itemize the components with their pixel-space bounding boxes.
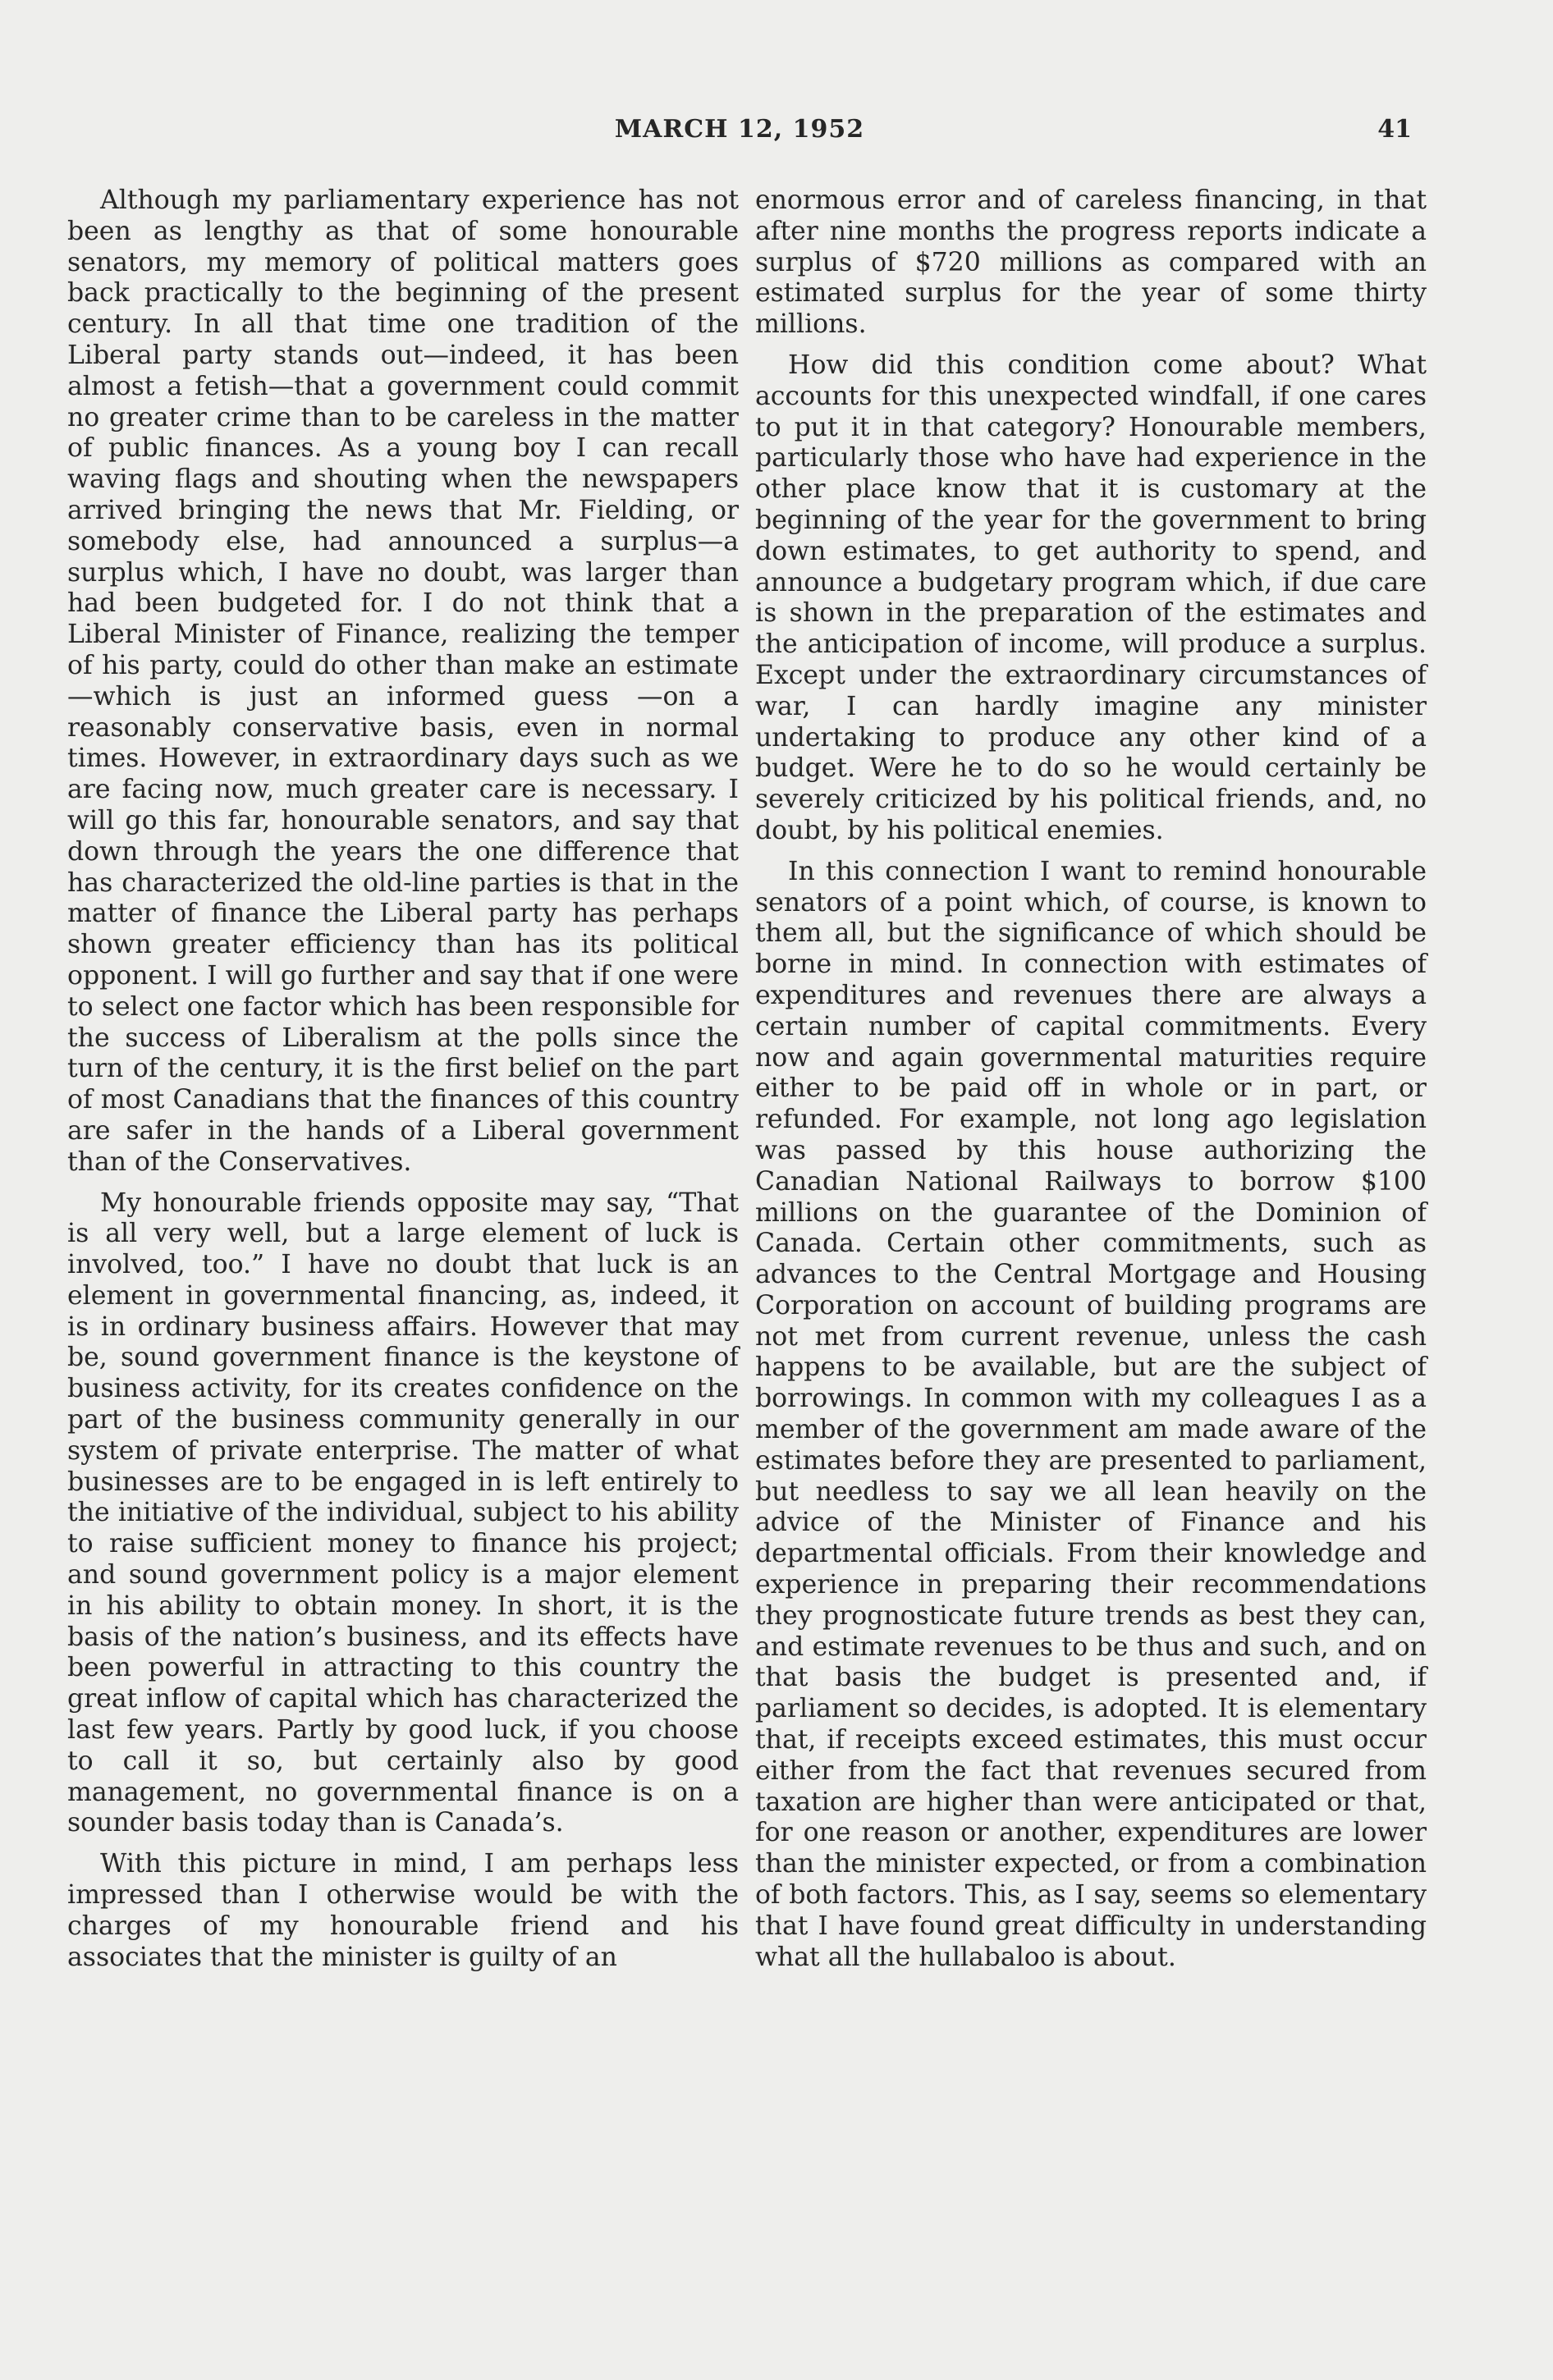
paragraph-continuation: enormous error and of careless financing, in that after nine months the progress reports indicate a surplus of $720 millions as compared with an estimated surplus for the year of some thirty millions. <box>755 185 1427 340</box>
header-date: MARCH 12, 1952 <box>614 115 865 144</box>
running-header <box>67 115 1412 156</box>
paragraph: Although my parliamentary experience has not been as lengthy as that of some honourable senators, my memory of political matters goes back practically to the beginning of the present century. In all that time one tradition of the Liberal party stands out—indeed, it has been almost a fetish—that a government could commit no greater crime than to be careless in the matter of public finances. As a young boy I can recall waving flags and shouting when the newspapers arrived bringing the news that Mr. Fielding, or somebody else, had announced a surplus—a surplus which, I have no doubt, was larger than had been budgeted for. I do not think that a Liberal Minister of Finance, realizing the temper of his party, could do other than make an estimate—which is just an informed guess —on a reasonably conservative basis, even in normal times. However, in extraordinary days such as we are facing now, much greater care is necessary. I will go this far, honourable senators, and say that down through the years the one difference that has characterized the old-line parties is that in the matter of finance the Liberal party has perhaps shown greater efficiency than has its political opponent. I will go further and say that if one were to select one factor which has been responsible for the success of Liberalism at the polls since the turn of the century, it is the first belief on the part of most Canadians that the finances of this country are safer in the hands of a Liberal government than of the Conservatives. <box>67 185 739 1177</box>
paragraph: With this picture in mind, I am perhaps less impressed than I otherwise would be with the charges of my honourable friend and his associates that the minister is guilty of an <box>67 1849 739 1972</box>
left-text-column <box>67 185 739 1983</box>
paragraph: In this connection I want to remind honourable senators of a point which, of course, is known to them all, but the significance of which should be borne in mind. In connection with estimates of expenditures and revenues there are always a certain number of capital commitments. Every now and again governmental maturities require either to be paid off in whole or in part, or refunded. For example, not long ago legislation was passed by this house authorizing the Canadian National Railways to borrow $100 millions on the guarantee of the Dominion of Canada. Certain other commitments, such as advances to the Central Mortgage and Housing Corporation on account of building programs are not met from current revenue, unless the cash happens to be available, but are the subject of borrowings. In common with my colleagues I as a member of the government am made aware of the estimates before they are presented to parliament, but needless to say we all lean heavily on the advice of the Minister of Finance and his departmental officials. From their knowledge and experience in preparing their recommendations they prognosticate future trends as best they can, and estimate revenues to be thus and such, and on that basis the budget is presented and, if parliament so decides, is adopted. It is elementary that, if receipts exceed estimates, this must occur either from the fact that revenues secured from taxation are higher than were anticipated or that, for one reason or another, expenditures are lower than the minister expected, or from a combination of both factors. This, as I say, seems so elementary that I have found great difficulty in understanding what all the hullabaloo is about. <box>755 856 1427 1972</box>
page-number: 41 <box>1377 115 1412 144</box>
paragraph: My honourable friends opposite may say, “That is all very well, but a large element of luck is involved, too.” I have no doubt that luck is an element in governmental financing, as, indeed, it is in ordinary business affairs. However that may be, sound government finance is the keystone of business activity, for its creates confidence on the part of the business community generally in our system of private enterprise. The matter of what businesses are to be engaged in is left entirely to the initiative of the individual, subject to his ability to raise sufficient money to finance his project; and sound government policy is a major element in his ability to obtain money. In short, it is the basis of the nation’s business, and its effects have been powerful in attracting to this country the great inflow of capital which has characterized the last few years. Partly by good luck, if you choose to call it so, but certainly also by good management, no governmental finance is on a sounder basis today than is Canada’s. <box>67 1188 739 1838</box>
paragraph: How did this condition come about? What accounts for this unexpected windfall, if one cares to put it in that category? Honourable members, particularly those who have had experience in the other place know that it is customary at the beginning of the year for the government to bring down estimates, to get authority to spend, and announce a budgetary program which, if due care is shown in the preparation of the estimates and the anticipation of income, will produce a surplus. Except under the extraordinary circumstances of war, I can hardly imagine any minister undertaking to produce any other kind of a budget. Were he to do so he would certainly be severely criticized by his political friends, and, no doubt, by his political enemies. <box>755 350 1427 845</box>
right-text-column <box>755 185 1427 1983</box>
